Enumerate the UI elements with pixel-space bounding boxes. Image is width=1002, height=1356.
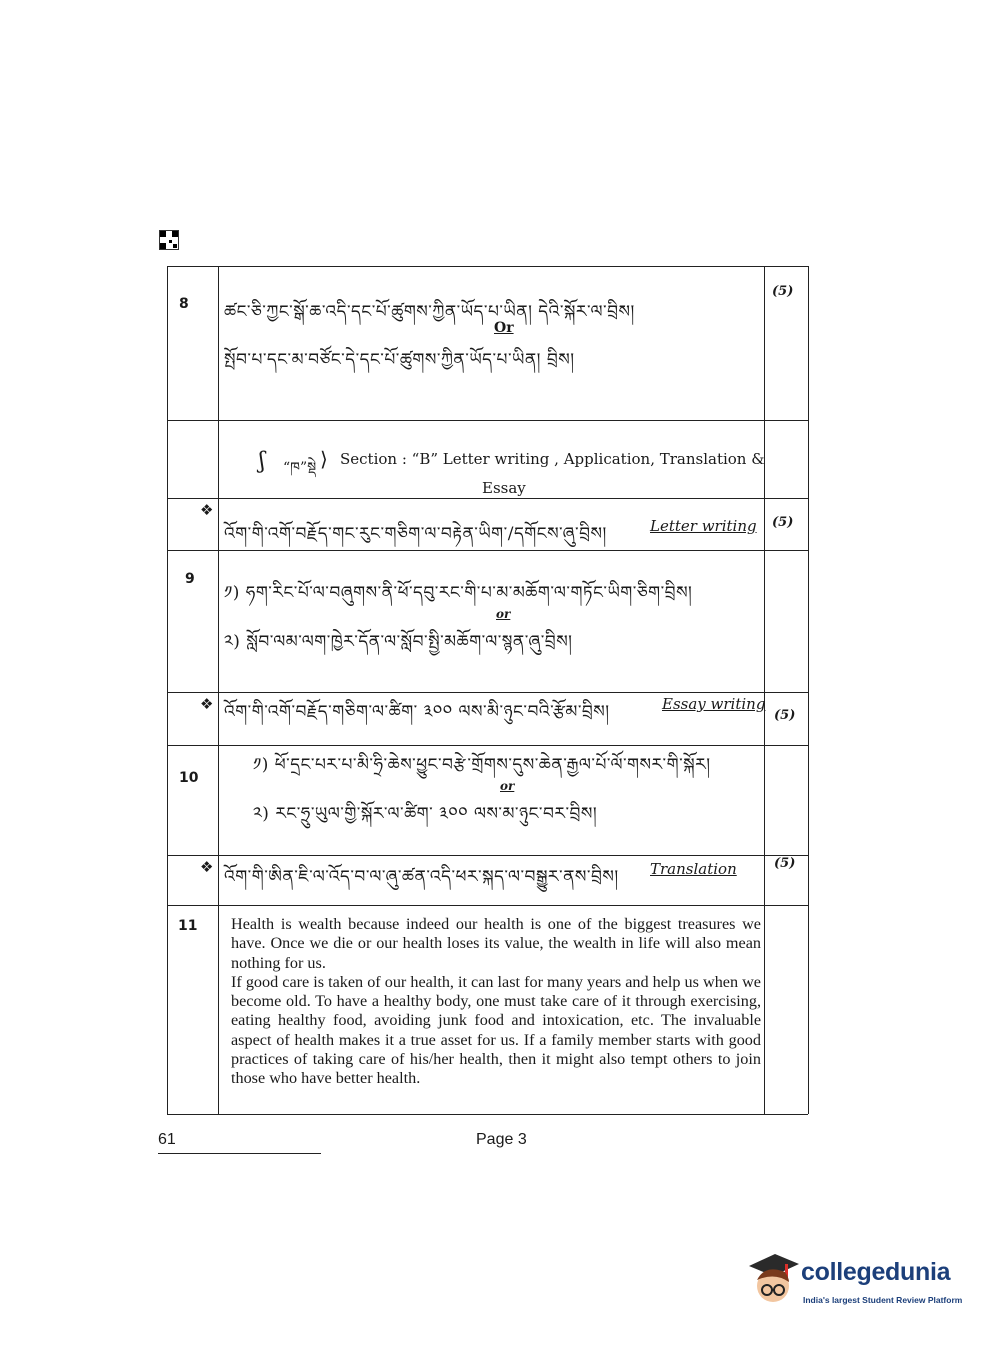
question-number: 10 — [179, 770, 199, 786]
qr-code-icon — [160, 231, 178, 249]
marks-label: (5) — [774, 708, 796, 723]
or-separator: Or — [494, 320, 514, 336]
bullet-icon: ❖ — [200, 501, 214, 519]
passage-paragraph: If good care is taken of our health, it can last for many years and help us when we become old. To have a healthy body, one must take care of it through exercising, eating healthy food, avoiding junk food and intoxication, etc. The invaluable aspect of health makes it a true asset for us. If a family member starts with good practices of taking care of his/her health, then it might also tempt others to join those who have better health. — [231, 972, 761, 1088]
or-separator: or — [496, 607, 511, 621]
instruction-text: འོག་གི་ཨིན་ཇི་ལ་འོད་བ་ལ་ཞུ་ཚན་འདི་ཕར་སྐད་ལ་བསྒྱུར་ནས་བྲིས། — [224, 867, 619, 887]
question-text: ༢) རང་ཧྲུ་ཡུལ་གྱི་སྐོར་ལ་ཚིག་ ༣༠༠ ལས་མ་ཉུང་བར་བྲིས། — [253, 804, 598, 824]
marks-label: (5) — [772, 284, 794, 299]
marks-label: (5) — [774, 856, 796, 871]
logo-name: collegedunia — [801, 1258, 951, 1286]
section-title: Section : “B” Letter writing , Application, Translation & — [340, 450, 765, 468]
marks-label: (5) — [772, 515, 794, 530]
instruction-label: Essay writing — [662, 695, 766, 713]
question-number: 9 — [185, 571, 195, 587]
or-separator: or — [500, 779, 515, 793]
page-number: Page 3 — [476, 1131, 527, 1148]
question-number: 8 — [179, 296, 189, 312]
question-text: ཚང་ཅི་ཀྱང་སྒོ་ཆ་འདི་དང་པོ་ཚུགས་ཀྱིན་ཡོད་པ་ཡིན། དེའི་སྐོར་ལ་བྲིས། — [224, 302, 635, 322]
question-text: སྤོབ་པ་དང་མ་བཙོང་དེ་དང་པོ་ཚུགས་ཀྱིན་ཡོད་པ་ཡིན། བྲིས། — [224, 350, 575, 370]
instruction-text: འོག་གི་འགོ་བརྗོད་གཅིག་ལ་ཚིག་ ༣༠༠ ལས་མི་ཉུང་བའི་རྩོམ་བྲིས། — [224, 702, 610, 722]
bullet-icon: ❖ — [200, 695, 214, 713]
instruction-label: Letter writing — [650, 517, 757, 535]
translation-passage — [231, 915, 761, 1089]
instruction-text: འོག་གི་འགོ་བརྗོད་གང་རུང་གཅིག་ལ་བརྟེན་ཡིག་/དགོངས་ཞུ་བྲིས། — [224, 524, 607, 544]
section-tibetan-label: “ཁ”སྡེ — [283, 460, 317, 476]
bullet-icon: ❖ — [200, 858, 214, 876]
passage-paragraph: Health is wealth because indeed our health is one of the biggest treasures we have. Once we die or our health loses its value, the wealth in life will also mean nothing for us. — [231, 915, 761, 972]
question-text: ༡) ཧག་རིང་པོ་ལ་བཞུགས་ནི་ཕོ་དབུ་རང་གི་པ་མ་མཆོག་ལ་གཏོང་ཡིག་ཅིག་བྲིས། — [224, 583, 693, 603]
bracket-right-icon: ⟩ — [320, 447, 328, 471]
logo-tagline: India's largest Student Review Platform — [803, 1295, 963, 1305]
section-title-continued: Essay — [482, 479, 526, 497]
question-number: 11 — [178, 918, 198, 934]
footer-rule — [158, 1153, 321, 1154]
instruction-label: Translation — [650, 860, 737, 878]
collegedunia-logo — [745, 1250, 970, 1310]
mascot-icon — [745, 1250, 801, 1310]
question-text: ༢) སློབ་ལམ་ལག་ཁྱེར་དོན་ལ་སློབ་སྤྱི་མཆོག་ལ་སྙན་ཞུ་བྲིས། — [224, 632, 573, 652]
paper-code: 61 — [158, 1131, 176, 1148]
bracket-left-icon: ʃ — [259, 449, 265, 474]
question-text: ༡) ཕོ་དྲང་པར་པ་མི་ཧྲི་ཆེས་ཕྱུང་བརྩེ་གྲོགས་དུས་ཆེན་རྒྱལ་པོ་ལོ་གསར་གི་སྐོར། — [253, 755, 711, 775]
